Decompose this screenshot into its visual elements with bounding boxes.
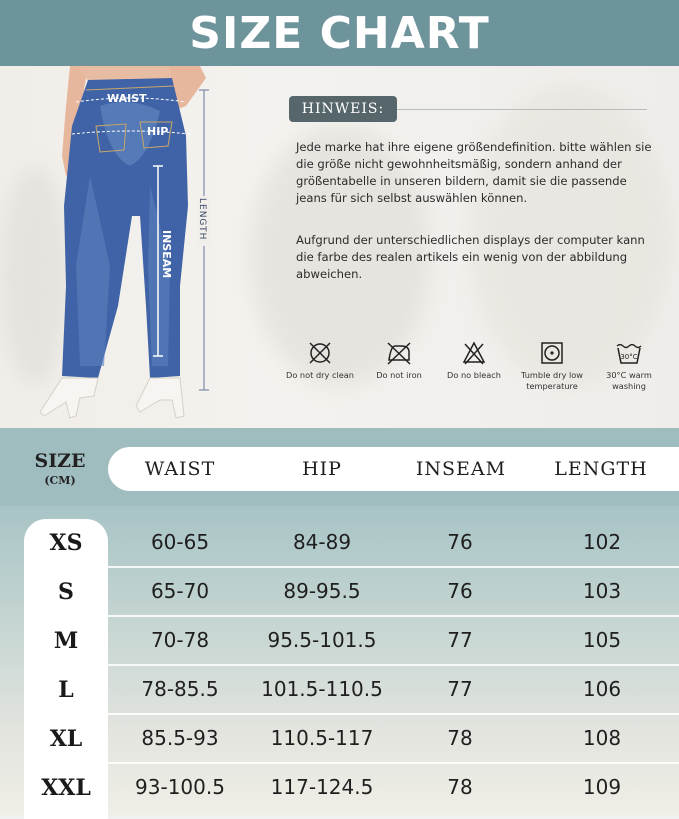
care-item-tumble-dry-low [512,340,592,392]
waist-cell: 78-85.5 [141,677,219,701]
size-column-header [20,450,100,487]
page-title: SIZE CHART [189,7,490,59]
no-dry-clean-icon [307,340,333,366]
inseam-cell: 78 [447,775,473,799]
inseam-cell: 76 [447,530,473,554]
care-label: Do not iron [376,370,422,380]
row-divider [108,762,679,764]
hip-cell: 84-89 [292,530,352,554]
notice-paragraph-2: Aufgrund der unterschiedlichen displays der computer kann die farbe des realen artikels ein wenig von der abbildung abweichen. [296,233,645,281]
size-cell: XS [49,530,83,556]
column-header-inseam: INSEAM [415,458,507,480]
wash-temp-badge: 30°C [620,353,638,361]
waist-cell: 65-70 [150,579,210,603]
care-item-no-dry-clean [280,340,360,381]
no-bleach-icon [461,340,487,366]
hip-label: HIP [147,125,169,138]
row-divider [108,713,679,715]
row-divider [108,566,679,568]
waist-label: WAIST [107,92,147,105]
inseam-label: INSEAM [160,230,173,279]
hip-cell: 95.5-101.5 [267,628,377,652]
notice-title-badge [289,96,397,122]
column-header-length: LENGTH [554,458,648,480]
size-cell: L [58,677,74,703]
notice-divider [397,109,647,110]
care-item-no-iron [359,340,439,381]
size-cell: S [58,579,74,605]
length-cell: 105 [582,628,622,652]
wash-30-icon [615,340,643,366]
care-item-no-bleach [434,340,514,381]
row-divider [108,615,679,617]
care-item-wash-30 [589,340,669,392]
care-label: Do no bleach [447,370,501,380]
no-iron-icon [385,340,413,366]
care-label: Do not dry clean [286,370,354,380]
size-label: SIZE [34,450,86,472]
column-header-hip: HIP [302,458,342,480]
waist-cell: 93-100.5 [135,775,225,799]
care-label: 30°C warm washing [606,370,652,391]
hip-cell: 110.5-117 [270,726,374,750]
inseam-cell: 76 [447,579,473,603]
size-column-pill [24,519,108,819]
notice-paragraph-1: Jede marke hat ihre eigene größendefinition. bitte wählen sie die größe nicht gewohnheitsmäßig, sondern anhand der größentabelle in unseren bildern, damit sie die passende jeans für sich selbst auswählen können. [296,140,652,205]
tumble-dry-low-icon [539,340,565,366]
row-divider [108,664,679,666]
waist-cell: 70-78 [150,628,210,652]
length-cell: 103 [582,579,622,603]
unit-label: (CM) [44,474,76,487]
length-cell: 108 [582,726,622,750]
size-cell: XL [49,726,83,752]
length-cell: 102 [582,530,622,554]
care-label: Tumble dry low temperature [520,370,584,391]
hip-cell: 117-124.5 [270,775,374,799]
length-cell: 109 [582,775,622,799]
inseam-cell: 78 [447,726,473,750]
length-label: LENGTH [197,198,207,241]
size-cell: XXL [41,775,91,801]
waist-cell: 60-65 [150,530,210,554]
inseam-cell: 77 [447,677,473,701]
notice-title: HINWEIS: [301,101,385,117]
waist-cell: 85.5-93 [141,726,219,750]
inseam-cell: 77 [447,628,473,652]
header-banner [0,0,679,66]
hip-cell: 89-95.5 [283,579,361,603]
column-header-waist: WAIST [144,458,216,480]
hip-cell: 101.5-110.5 [261,677,383,701]
jeans-model-figure [0,66,290,428]
size-cell: M [53,628,79,654]
length-cell: 106 [582,677,622,701]
